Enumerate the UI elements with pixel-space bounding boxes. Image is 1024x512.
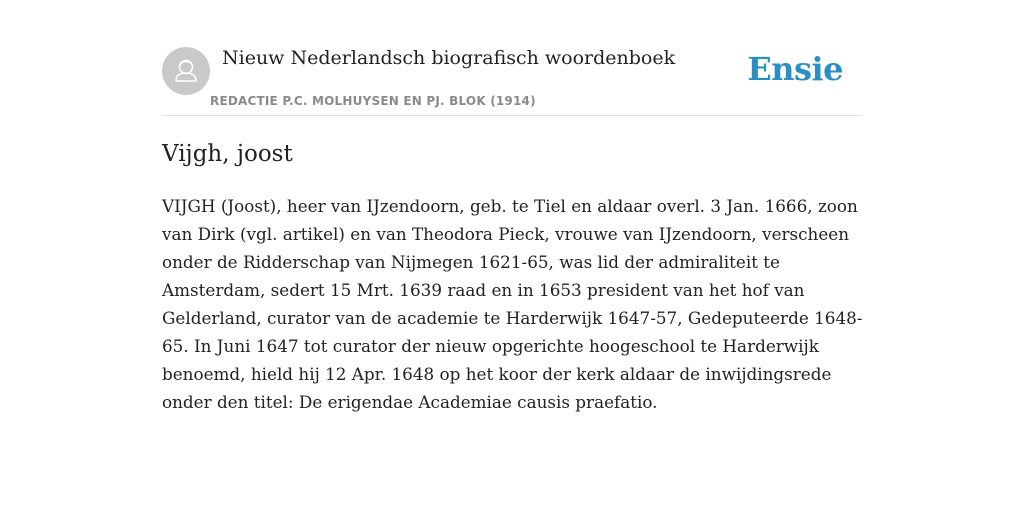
entry-body-line: VIJGH (Joost), heer van IJzendoorn, geb. te Tiel en aldaar overl. 3 Jan. 1666, zoon [162,196,858,216]
header [162,40,862,116]
entry-body-line: onder de Ridderschap van Nijmegen 1621-65, was lid der admiraliteit te [162,252,780,272]
entry-body-line: Amsterdam, sedert 15 Mrt. 1639 raad en in 1653 president van het hof van [162,280,805,300]
entry-title: Vijgh, joost [162,141,293,167]
user-icon [162,47,210,95]
entry-body-line: benoemd, hield hij 12 Apr. 1648 op het koor der kerk aldaar de inwijdingsrede [162,364,832,384]
book-title[interactable]: Nieuw Nederlandsch biografisch woordenboek [222,47,676,69]
book-editors: REDACTIE P.C. MOLHUYSEN EN PJ. BLOK (1914) [210,94,536,108]
brand-logo[interactable]: Ensie [747,50,843,88]
entry-body-line: onder den titel: De erigendae Academiae causis praefatio. [162,392,658,412]
entry-body-line: Gelderland, curator van de academie te Harderwijk 1647-57, Gedeputeerde 1648- [162,308,863,328]
entry-body-line: 65. In Juni 1647 tot curator der nieuw opgerichte hoogeschool te Harderwijk [162,336,819,356]
avatar[interactable] [162,47,210,95]
entry-body-line: van Dirk (vgl. artikel) en van Theodora Pieck, vrouwe van IJzendoorn, verscheen [162,224,850,244]
entry-body [162,192,863,416]
